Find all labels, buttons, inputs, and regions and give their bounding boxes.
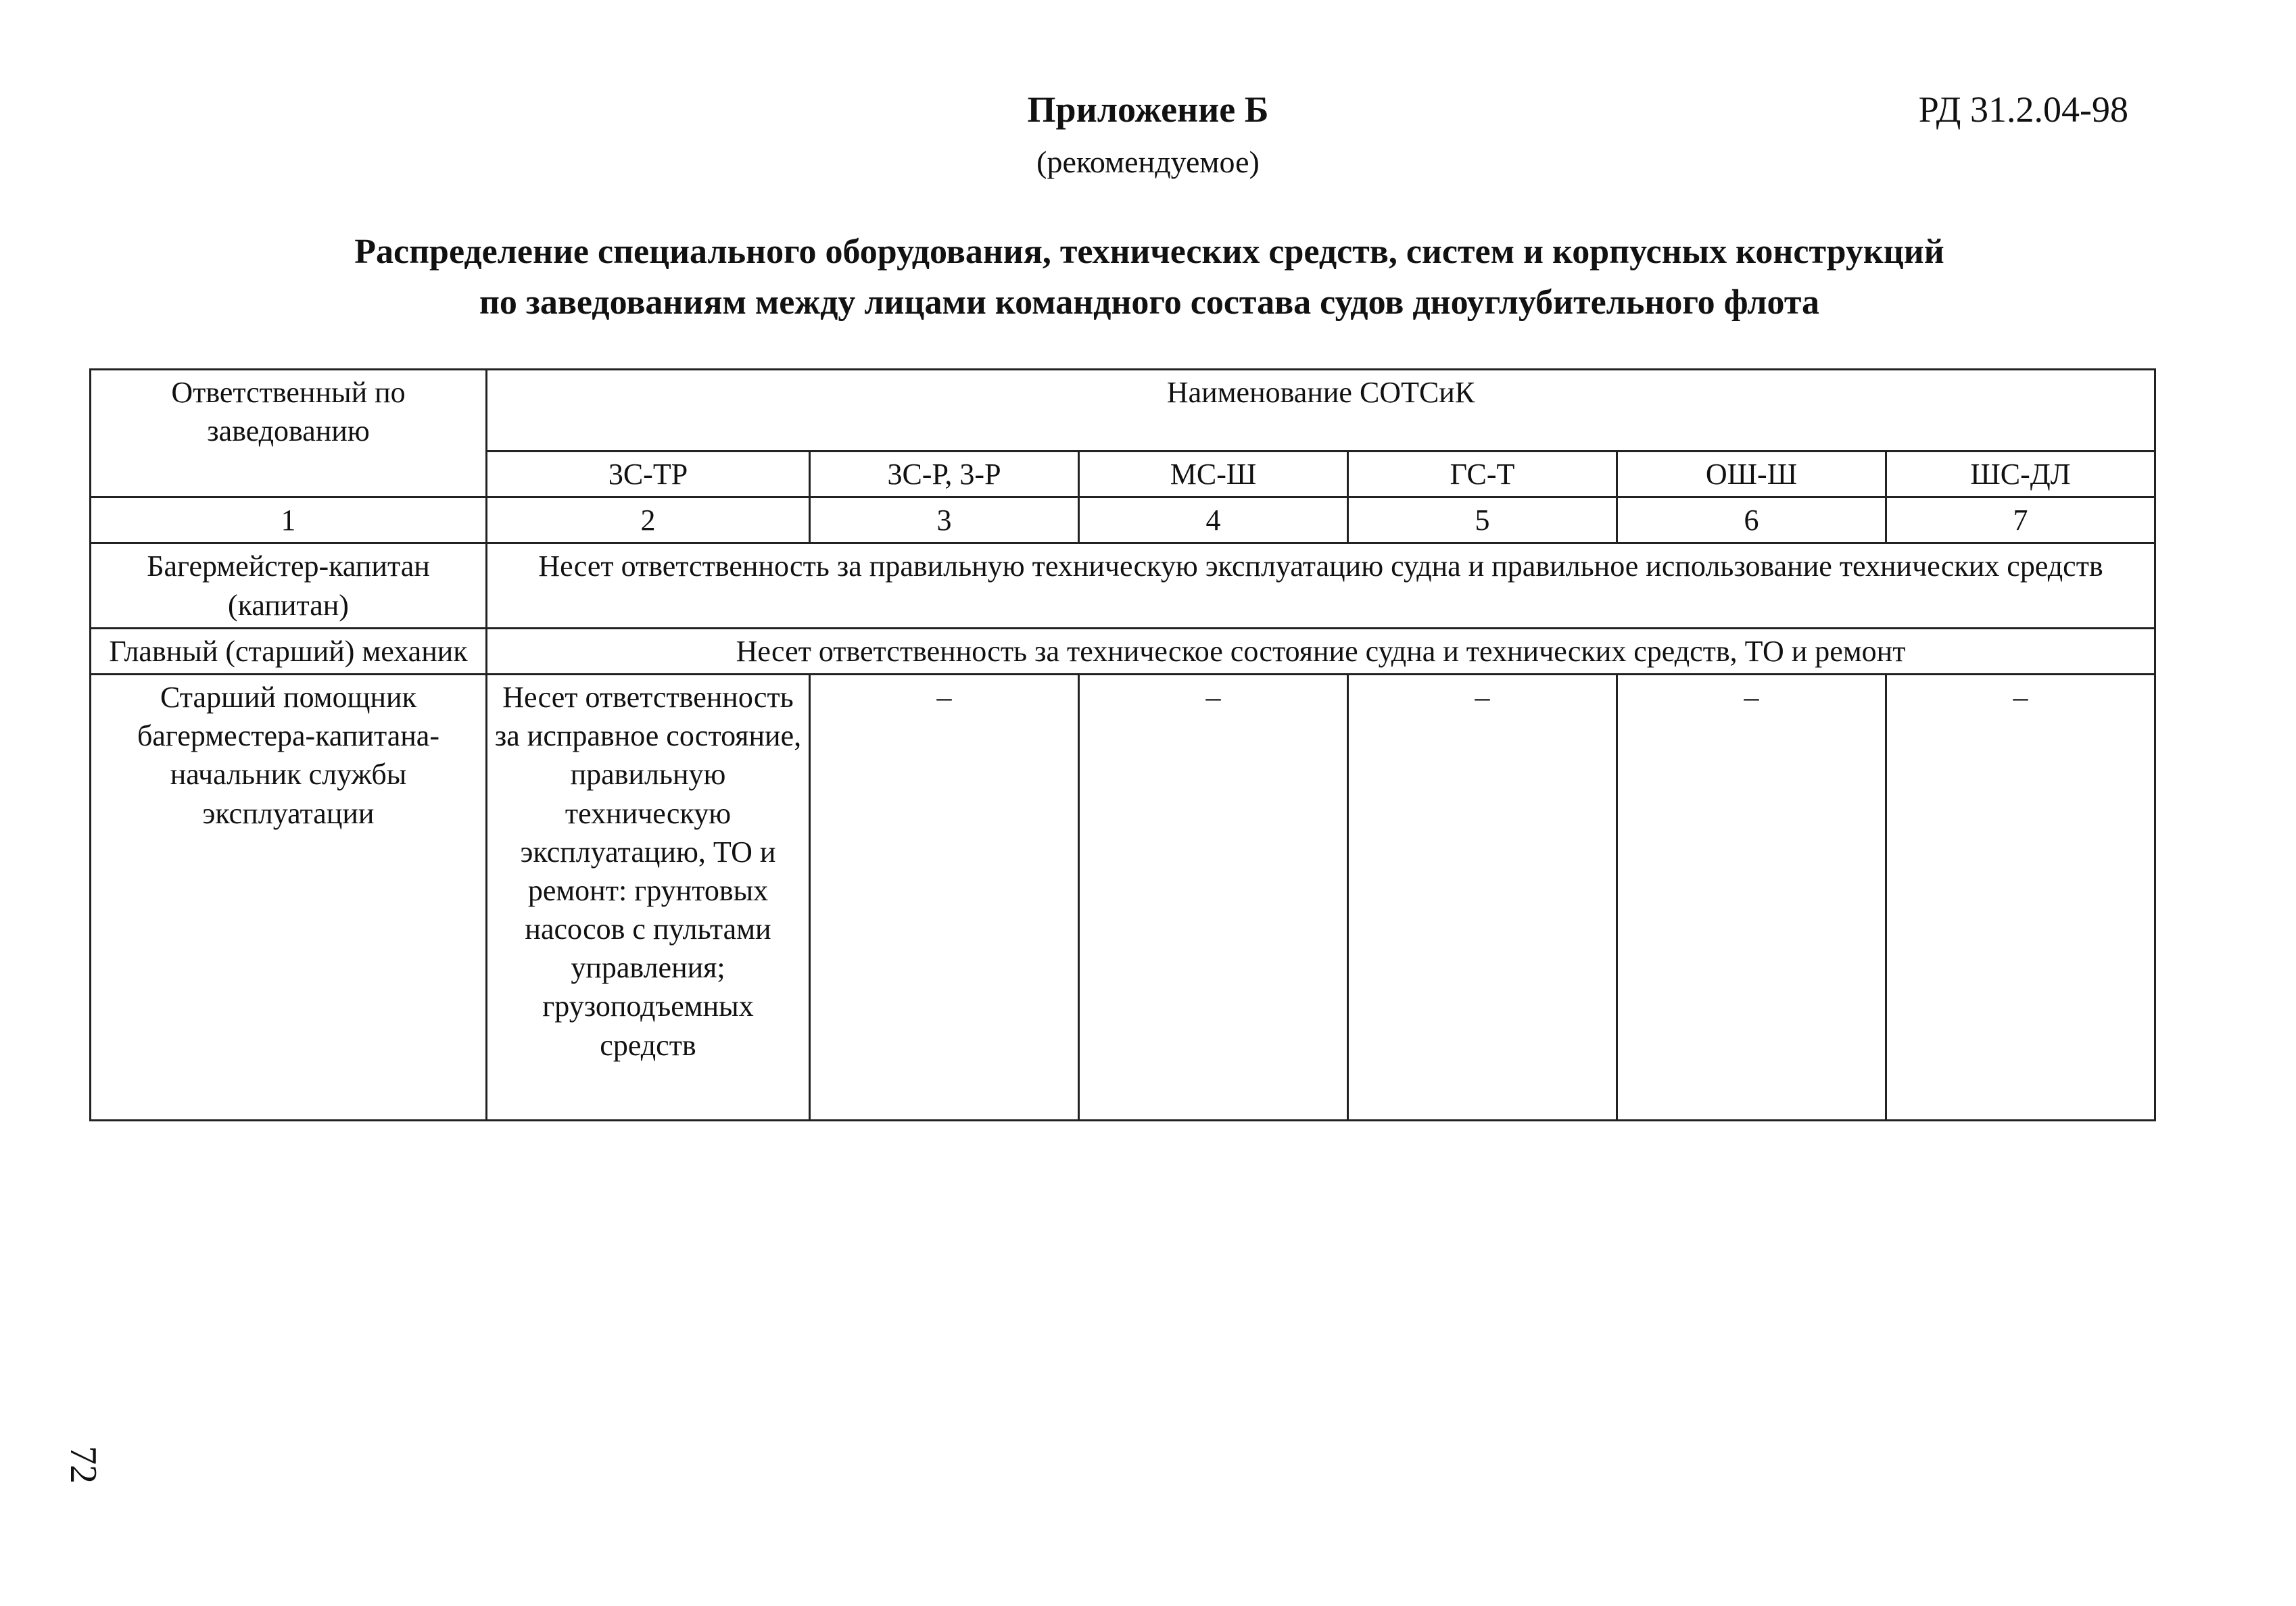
column-number: 3 [810, 497, 1079, 543]
group-header: Наименование СОТСиК [487, 370, 2155, 452]
responsible-cell: Багермейстер-капитан (капитан) [91, 543, 487, 628]
column-number: 7 [1886, 497, 2155, 543]
header-row [91, 370, 2155, 452]
column-number: 4 [1079, 497, 1348, 543]
responsibility-detail: Несет ответственность за исправное состояние, правильную техническую эксплуатацию, ТО и ремонт: грунтовых насосов с пультами управления; грузоподъемных средств [487, 674, 810, 1120]
responsibility-text: Несет ответственность за техническое состояние судна и технических средств, ТО и ремонт [487, 628, 2155, 674]
responsibility-text: Несет ответственность за правильную техническую эксплуатацию судна и правильное использование технических средств [487, 543, 2155, 628]
document-heading [176, 226, 2123, 328]
heading-line-1: Распределение специального оборудования, технических средств, систем и корпусных конструкций [354, 233, 1944, 271]
subheader-cell: МС-Ш [1079, 452, 1348, 497]
column-number: 1 [91, 497, 487, 543]
dash-cell: – [1079, 674, 1348, 1120]
dash-cell: – [1617, 674, 1886, 1120]
table-row [91, 674, 2155, 1120]
subheader-cell: ГС-Т [1348, 452, 1617, 497]
responsible-header: Ответственный по заведованию [91, 370, 487, 497]
appendix-subtitle: (рекомендуемое) [1036, 145, 1260, 179]
table-row [91, 543, 2155, 628]
heading-line-2: по заведованиям между лицами командного состава судов дноуглубительного флота [479, 283, 1820, 322]
column-number: 6 [1617, 497, 1886, 543]
dash-cell: – [1348, 674, 1617, 1120]
responsible-cell: Старший помощник багерместера-капитана-начальник службы эксплуатации [91, 674, 487, 1120]
responsibility-table [89, 368, 2156, 1121]
responsible-cell: Главный (старший) механик [91, 628, 487, 674]
appendix-title: Приложение Б [1027, 89, 1269, 130]
column-number: 2 [487, 497, 810, 543]
subheader-cell: ОШ-Ш [1617, 452, 1886, 497]
subheader-cell: 3С-ТР [487, 452, 810, 497]
column-number-row [91, 497, 2155, 543]
dash-cell: – [1886, 674, 2155, 1120]
table-row [91, 628, 2155, 674]
document-code: РД 31.2.04-98 [1918, 89, 2128, 130]
subheader-cell: 3С-Р, 3-Р [810, 452, 1079, 497]
dash-cell: – [810, 674, 1079, 1120]
subheader-cell: ШС-ДЛ [1886, 452, 2155, 497]
page-number: 72 [62, 1446, 104, 1484]
column-number: 5 [1348, 497, 1617, 543]
